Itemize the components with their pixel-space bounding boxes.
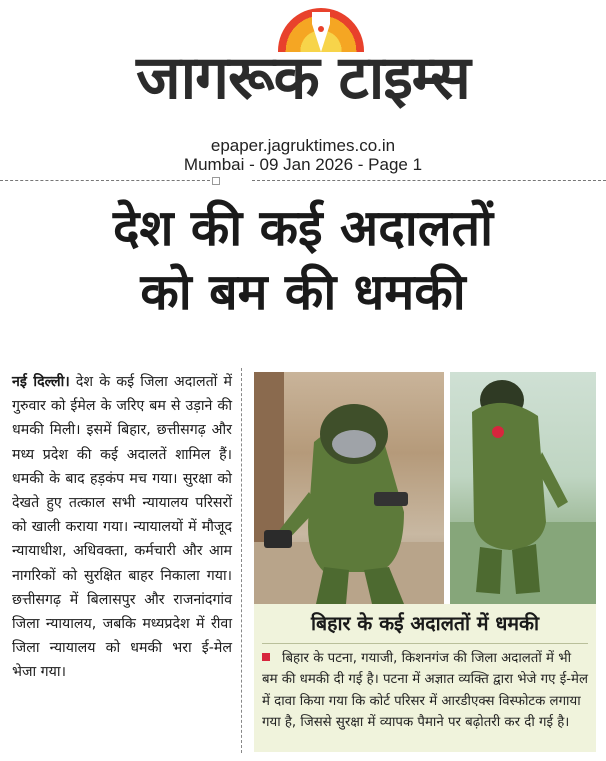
pen-nib-hole-icon [318,26,324,32]
article-body-text: देश के कई जिला अदालतों में गुरुवार को ईमेल के जरिए बम से उड़ाने की धमकी मिली। इसमें बिहार, छत्तीसगढ़ और मध्य प्रदेश की कई अदालतें शामिल हैं। धमकी के बाद हड़कंप मच गया। सुरक्षा को देखते हुए तत्काल सभी न्यायालय परिसरों को खाली कराया गया। न्यायालयों में मौजूद न्यायाधीश, अधिवक्ता, कर्मचारी और आम नागरिकों को सुरक्षित बाहर निकाला गया। छत्तीसगढ़ में बिलासपुर और राजनांदगांव जिला न्यायालय, जबकि मध्यप्रदेश में रीवा जिला न्यायालय को धमकी भरा ई-मेल भेजा गया। [12,374,232,681]
sidebar-divider [262,643,588,644]
bomb-squad-photo-left [254,372,444,604]
bomb-squad-photo-right [450,372,596,604]
sidebar-text-block [262,648,590,733]
sidebar-box [254,604,596,752]
masthead-divider [0,180,606,184]
column-divider [241,368,242,753]
masthead [0,0,606,120]
newspaper-brand: जागरूक टाइम्स [136,43,470,113]
sidebar-title: बिहार के कई अदालतों में धमकी [310,612,540,635]
headline-line-1: देश की कई अदालतों [112,199,494,257]
square-bullet-icon [262,653,270,661]
headline-line-2: को बम की धमकी [140,263,466,321]
sidebar-text: बिहार के पटना, गयाजी, किशनगंज की जिला अदालतों में भी बम की धमकी दी गई है। पटना में अज्ञात व्यक्ति द्वारा भेजे गए ई-मेल में दावा किया गया कि कोर्ट परिसर में आरडीएक्स विस्फोटक लगाया गया है, जिससे सुरक्षा में व्यापक पैमाने पर बढ़ोतरी कर दी गई है। [262,651,589,730]
article-photo [254,372,596,604]
article-dateline: नई दिल्ली। [12,374,70,390]
edition-dateline: Mumbai - 09 Jan 2026 - Page 1 [183,155,423,174]
article-body [12,370,232,685]
article-headline [0,196,606,324]
epaper-url[interactable]: epaper.jagruktimes.co.in [210,136,396,155]
